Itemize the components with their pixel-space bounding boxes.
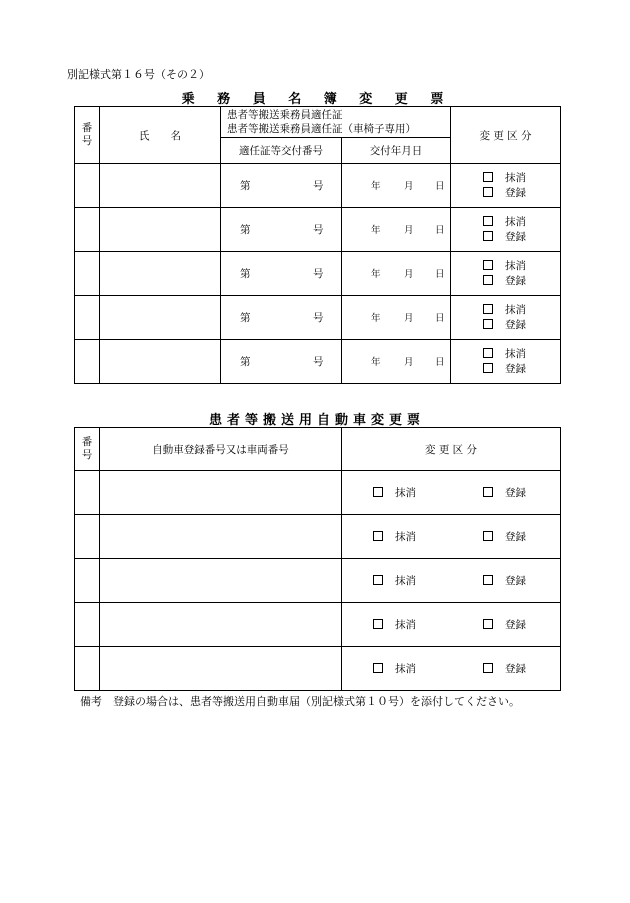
crew-row — [75, 208, 561, 252]
row-number-cell[interactable] — [75, 340, 100, 384]
delete-label: 抹消 — [395, 663, 416, 675]
header-number: 番 号 — [75, 428, 100, 471]
dai-label: 第 — [240, 180, 251, 192]
cert-number-cell[interactable] — [221, 252, 342, 296]
day-label: 日 — [435, 181, 445, 192]
issue-date-cell[interactable] — [342, 340, 451, 384]
cert-line-1: 患者等搬送乗務員適任証 — [227, 109, 343, 121]
vehicle-row — [75, 603, 561, 647]
vehicle-row — [75, 471, 561, 515]
register-label: 登録 — [505, 619, 526, 631]
checkbox-icon[interactable] — [483, 619, 493, 629]
issue-date-cell[interactable] — [342, 208, 451, 252]
issue-date-cell[interactable] — [342, 296, 451, 340]
checkbox-icon[interactable] — [373, 663, 383, 673]
delete-option[interactable] — [373, 573, 416, 588]
delete-label: 抹消 — [505, 303, 526, 316]
delete-label: 抹消 — [505, 215, 526, 228]
cert-number-cell[interactable] — [221, 340, 342, 384]
row-number-cell[interactable] — [75, 208, 100, 252]
header-vehicle-number: 自動車登録番号又は車両番号 — [100, 428, 342, 471]
delete-label: 抹消 — [395, 531, 416, 543]
row-number-cell[interactable] — [75, 471, 100, 515]
checkbox-icon[interactable] — [483, 663, 493, 673]
crew-row — [75, 296, 561, 340]
change-type-cell — [451, 340, 561, 384]
change-type-cell — [342, 559, 561, 603]
checkbox-icon[interactable] — [483, 319, 493, 329]
header-number: 番 号 — [75, 107, 100, 164]
year-label: 年 — [371, 357, 381, 368]
checkbox-icon[interactable] — [373, 619, 383, 629]
delete-option[interactable] — [373, 485, 416, 500]
checkbox-icon[interactable] — [483, 275, 493, 285]
delete-label: 抹消 — [505, 259, 526, 272]
register-option[interactable] — [451, 274, 560, 289]
dai-label: 第 — [240, 312, 251, 324]
register-label: 登録 — [505, 318, 526, 331]
go-label: 号 — [313, 356, 324, 368]
register-label: 登録 — [505, 274, 526, 287]
delete-label: 抹消 — [505, 347, 526, 360]
checkbox-icon[interactable] — [483, 575, 493, 585]
checkbox-icon[interactable] — [373, 531, 383, 541]
vehicle-number-cell[interactable] — [100, 603, 342, 647]
register-label: 登録 — [505, 362, 526, 375]
delete-option[interactable] — [373, 617, 416, 632]
month-label: 月 — [404, 225, 414, 236]
register-label: 登録 — [505, 663, 526, 675]
row-number-cell[interactable] — [75, 164, 100, 208]
change-type-cell — [342, 471, 561, 515]
crew-change-table — [74, 106, 561, 384]
checkbox-icon[interactable] — [483, 348, 493, 358]
checkbox-icon[interactable] — [483, 363, 493, 373]
cert-number-cell[interactable] — [221, 208, 342, 252]
delete-option[interactable] — [373, 529, 416, 544]
day-label: 日 — [435, 357, 445, 368]
cert-line-2: 患者等搬送乗務員適任証（車椅子専用） — [227, 123, 416, 135]
vehicle-number-cell[interactable] — [100, 647, 342, 691]
header-certificate — [221, 107, 451, 138]
day-label: 日 — [435, 225, 445, 236]
vehicle-row — [75, 647, 561, 691]
delete-option[interactable] — [451, 171, 560, 186]
row-number-cell[interactable] — [75, 252, 100, 296]
go-label: 号 — [313, 180, 324, 192]
register-option[interactable] — [451, 186, 560, 201]
delete-label: 抹消 — [395, 575, 416, 587]
go-label: 号 — [313, 268, 324, 280]
issue-date-cell[interactable] — [342, 164, 451, 208]
go-label: 号 — [313, 224, 324, 236]
change-type-cell — [451, 164, 561, 208]
cert-number-cell[interactable] — [221, 164, 342, 208]
delete-option[interactable] — [451, 259, 560, 274]
change-type-cell — [451, 296, 561, 340]
delete-option[interactable] — [451, 303, 560, 318]
checkbox-icon[interactable] — [483, 531, 493, 541]
register-option[interactable] — [451, 362, 560, 377]
name-cell[interactable] — [100, 296, 221, 340]
header-change-type: 変 更 区 分 — [342, 428, 561, 471]
checkbox-icon[interactable] — [483, 172, 493, 182]
delete-label: 抹消 — [395, 619, 416, 631]
name-cell[interactable] — [100, 208, 221, 252]
issue-date-cell[interactable] — [342, 252, 451, 296]
change-type-cell — [342, 515, 561, 559]
name-cell[interactable] — [100, 340, 221, 384]
checkbox-icon[interactable] — [483, 304, 493, 314]
year-label: 年 — [371, 225, 381, 236]
delete-label: 抹消 — [395, 487, 416, 499]
delete-option[interactable] — [373, 661, 416, 676]
checkbox-icon[interactable] — [483, 487, 493, 497]
register-option[interactable] — [483, 661, 526, 676]
go-label: 号 — [313, 312, 324, 324]
cert-number-cell[interactable] — [221, 296, 342, 340]
checkbox-icon[interactable] — [373, 575, 383, 585]
row-number-cell[interactable] — [75, 603, 100, 647]
crew-row — [75, 252, 561, 296]
dai-label: 第 — [240, 356, 251, 368]
delete-option[interactable] — [451, 215, 560, 230]
name-cell[interactable] — [100, 252, 221, 296]
register-label: 登録 — [505, 230, 526, 243]
vehicle-number-cell[interactable] — [100, 471, 342, 515]
register-label: 登録 — [505, 575, 526, 587]
change-type-cell — [451, 208, 561, 252]
register-label: 登録 — [505, 531, 526, 543]
crew-table-title: 乗 務 員 名 簿 変 更 票 — [181, 92, 453, 107]
row-number-cell[interactable] — [75, 559, 100, 603]
vehicle-number-cell[interactable] — [100, 515, 342, 559]
name-cell[interactable] — [100, 164, 221, 208]
register-option[interactable] — [483, 529, 526, 544]
month-label: 月 — [404, 269, 414, 280]
register-option[interactable] — [483, 617, 526, 632]
delete-option[interactable] — [451, 347, 560, 362]
year-label: 年 — [371, 181, 381, 192]
crew-row — [75, 340, 561, 384]
year-label: 年 — [371, 269, 381, 280]
register-label: 登録 — [505, 186, 526, 199]
vehicle-change-table — [74, 427, 561, 691]
month-label: 月 — [404, 313, 414, 324]
register-option[interactable] — [483, 573, 526, 588]
register-option[interactable] — [451, 230, 560, 245]
day-label: 日 — [435, 269, 445, 280]
checkbox-icon[interactable] — [483, 231, 493, 241]
remark-note: 備考 登録の場合は、患者等搬送用自動車届（別記様式第１０号）を添付してください。 — [80, 695, 520, 708]
checkbox-icon[interactable] — [483, 216, 493, 226]
change-type-cell — [451, 252, 561, 296]
header-cert-number: 適任証等交付番号 — [221, 138, 342, 164]
header-issue-date: 交付年月日 — [342, 138, 451, 164]
vehicle-row — [75, 515, 561, 559]
checkbox-icon[interactable] — [483, 260, 493, 270]
form-number-label: 別記様式第１６号（その２） — [67, 68, 210, 81]
register-label: 登録 — [505, 487, 526, 499]
header-name: 氏 名 — [100, 107, 221, 164]
year-label: 年 — [371, 313, 381, 324]
row-number-cell[interactable] — [75, 647, 100, 691]
dai-label: 第 — [240, 224, 251, 236]
row-number-cell[interactable] — [75, 515, 100, 559]
vehicle-number-cell[interactable] — [100, 559, 342, 603]
change-type-cell — [342, 647, 561, 691]
register-option[interactable] — [483, 485, 526, 500]
checkbox-icon[interactable] — [373, 487, 383, 497]
header-change-type: 変 更 区 分 — [451, 107, 561, 164]
checkbox-icon[interactable] — [483, 187, 493, 197]
month-label: 月 — [404, 181, 414, 192]
change-type-cell — [342, 603, 561, 647]
day-label: 日 — [435, 313, 445, 324]
register-option[interactable] — [451, 318, 560, 333]
dai-label: 第 — [240, 268, 251, 280]
delete-label: 抹消 — [505, 171, 526, 184]
vehicle-table-title: 患者等搬送用自動車変更票 — [208, 413, 425, 428]
month-label: 月 — [404, 357, 414, 368]
crew-row — [75, 164, 561, 208]
row-number-cell[interactable] — [75, 296, 100, 340]
vehicle-row — [75, 559, 561, 603]
